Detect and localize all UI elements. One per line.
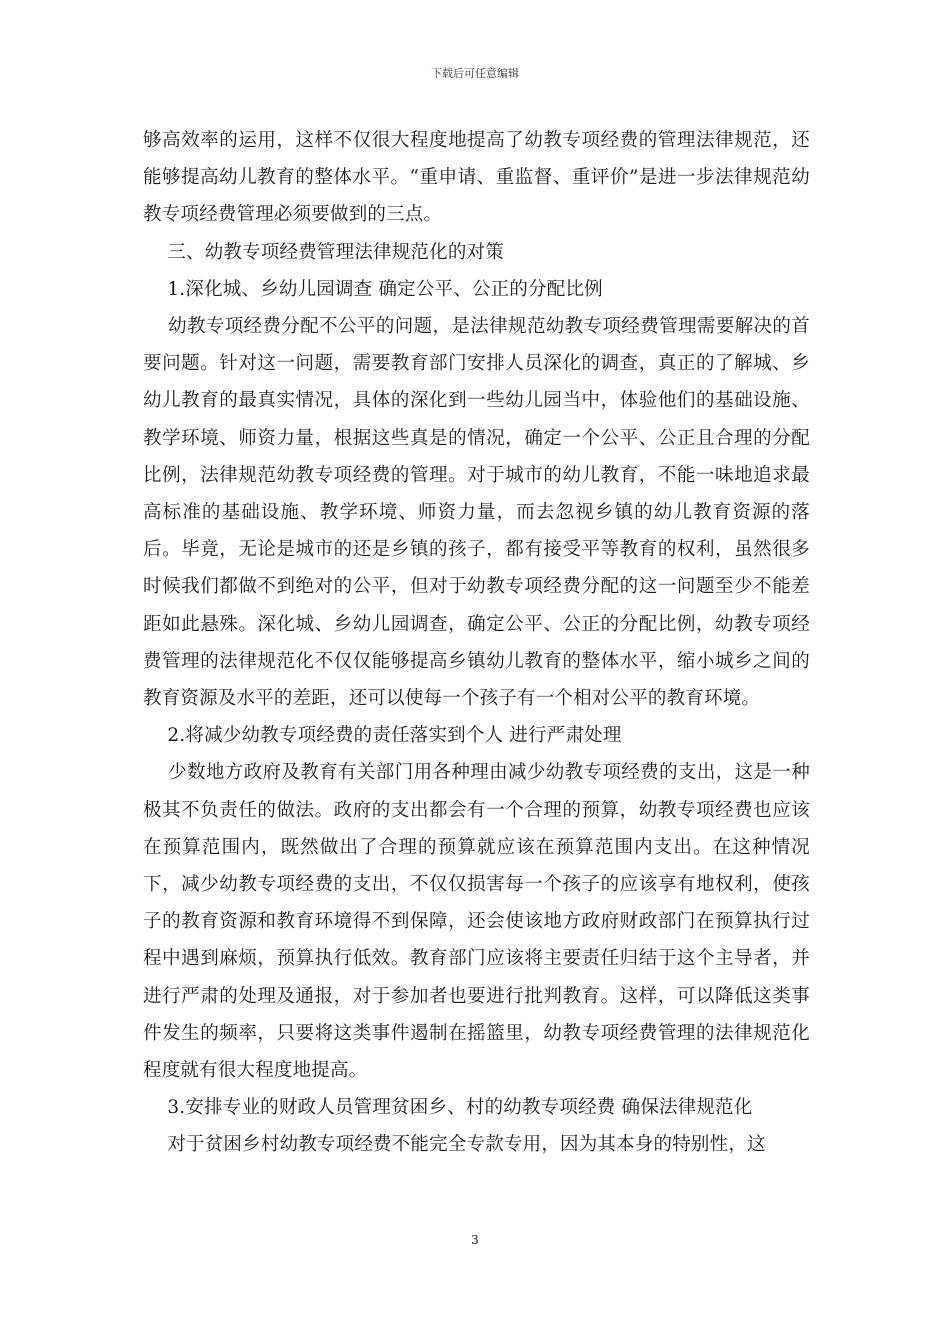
subsection-heading-3: 3.安排专业的财政人员管理贫困乡、村的幼教专项经费 确保法律规范化 xyxy=(143,1097,753,1119)
document-body xyxy=(143,122,810,1164)
subsection-heading-1: 1.深化城、乡幼儿园调查 确定公平、公正的分配比例 xyxy=(143,278,603,300)
paragraph-body-3: 对于贫困乡村幼教专项经费不能完全专款专用，因为其本身的特别性，这 xyxy=(143,1134,766,1156)
page-header: 下载后可任意编辑 xyxy=(431,67,519,80)
paragraph-body-1: 幼教专项经费分配不公平的问题，是法律规范幼教专项经费管理需要解决的首要问题。针对这一问题，需要教育部门安排人员深化的调查，真正的了解城、乡幼儿教育的最真实情况，具体的深化到一些幼儿园当中，体验他们的基础设施、教学环境、师资力量，根据这些真是的情况，确定一个公平、公正且合理的分配比例，法律规范幼教专项经费的管理。对于城市的幼儿教育，不能一味地追求最高标准的基础设施、教学环境、师资力量，而去忽视乡镇的幼儿教育资源的落后。毕竟，无论是城市的还是乡镇的孩子，都有接受平等教育的权利，虽然很多时候我们都做不到绝对的公平，但对于幼教专项经费分配的这一问题至少不能差距如此悬殊。深化城、乡幼儿园调查，确定公平、公正的分配比例，幼教专项经费管理的法律规范化不仅仅能够提高乡镇幼儿教育的整体水平，缩小城乡之间的教育资源及水平的差距，还可以使每一个孩子有一个相对公平的教育环境。 xyxy=(143,316,810,710)
paragraph-continuation: 够高效率的运用，这样不仅很大程度地提高了幼教专项经费的管理法律规范，还能够提高幼儿教育的整体水平。“重申请、重监督、重评价”是进一步法律规范幼教专项经费管理必须要做到的三点。 xyxy=(143,130,810,226)
section-heading: 三、幼教专项经费管理法律规范化的对策 xyxy=(143,241,504,263)
subsection-heading-2: 2.将减少幼教专项经费的责任落实到个人 进行严肃处理 xyxy=(143,725,622,747)
paragraph-body-2: 少数地方政府及教育有关部门用各种理由减少幼教专项经费的支出，这是一种极其不负责任的做法。政府的支出都会有一个合理的预算，幼教专项经费也应该在预算范围内，既然做出了合理的预算就应该在预算范围内支出。在这种情况下，减少幼教专项经费的支出，不仅仅损害每一个孩子的应该享有地权利，使孩子的教育资源和教育环境得不到保障，还会使该地方政府财政部门在预算执行过程中遇到麻烦，预算执行低效。教育部门应该将主要责任归结于这个主导者，并进行严肃的处理及通报，对于参加者也要进行批判教育。这样，可以降低这类事件发生的频率，只要将这类事件遏制在摇篮里，幼教专项经费管理的法律规范化程度就有很大程度地提高。 xyxy=(143,762,810,1082)
page-number: 3 xyxy=(471,1233,479,1247)
